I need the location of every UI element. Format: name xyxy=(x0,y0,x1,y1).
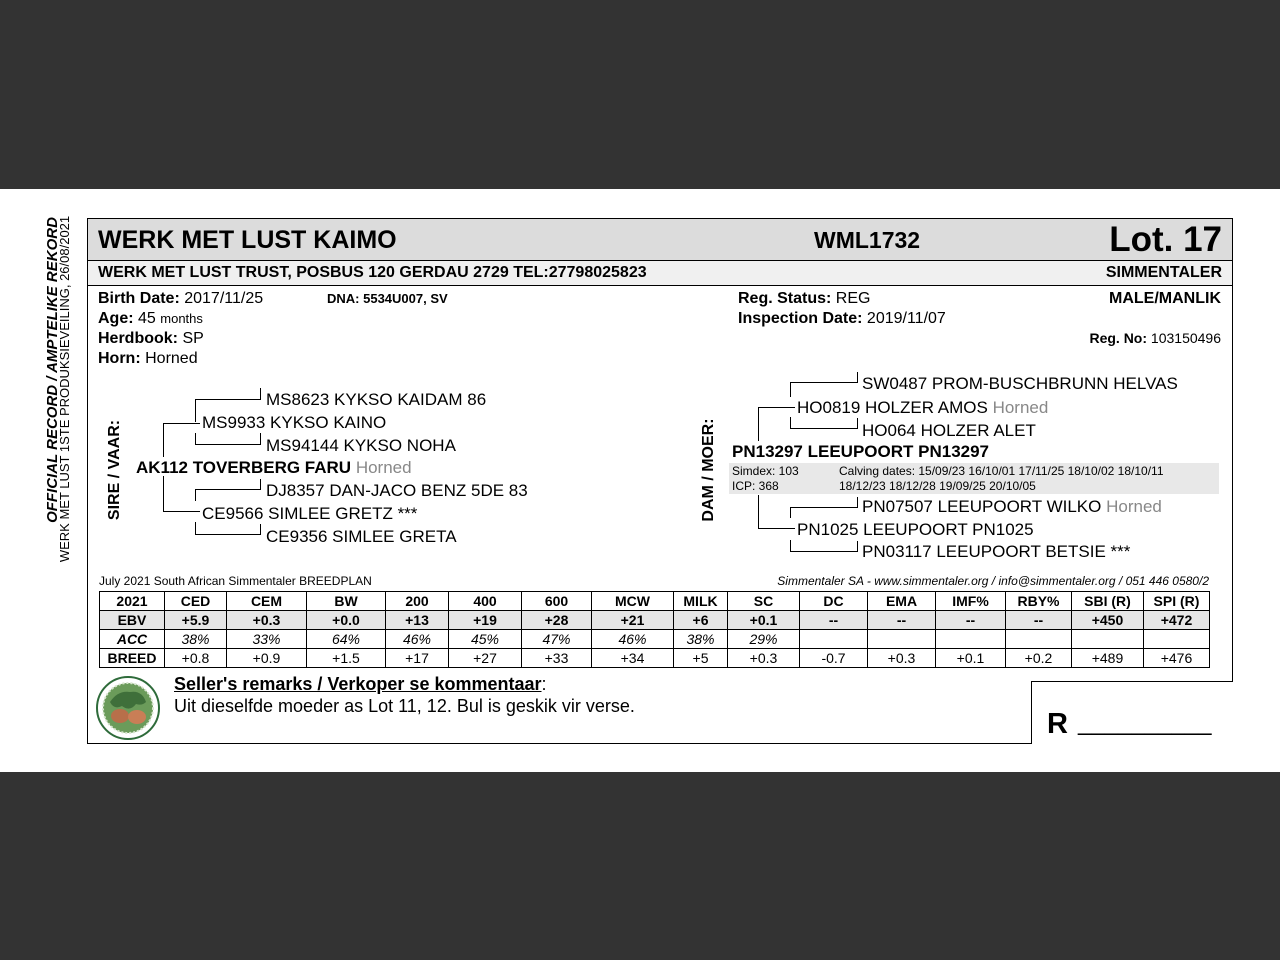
table-cell: DC xyxy=(800,592,868,611)
table-cell: +0.2 xyxy=(1006,649,1072,668)
table-cell: 2021 xyxy=(100,592,165,611)
table-cell: -- xyxy=(800,611,868,630)
table-cell: MCW xyxy=(592,592,674,611)
table-cell: 33% xyxy=(227,630,307,649)
official-record-label: OFFICIAL RECORD / AMPTELIKE REKORD xyxy=(44,217,61,523)
sire-sire: MS9933 KYKSO KAINO xyxy=(202,413,387,432)
table-cell: MILK xyxy=(674,592,728,611)
table-cell: +0.3 xyxy=(227,611,307,630)
dam-sire-sire: SW0487 PROM-BUSCHBRUNN HELVAS xyxy=(862,374,1178,393)
reg-status: Reg. Status: REG xyxy=(738,290,871,307)
table-cell: +5.9 xyxy=(165,611,227,630)
animal-name: WERK MET LUST KAIMO xyxy=(98,226,397,254)
table-cell: +33 xyxy=(522,649,592,668)
calving-dates-1: Calving dates: 15/09/23 16/10/01 17/11/25 18/10/02 18/10/11 xyxy=(839,464,1164,478)
breedplan-source: July 2021 South African Simmentaler BREEDPLAN xyxy=(99,574,372,588)
sire-label: SIRE / VAAR: xyxy=(106,419,123,521)
table-cell: +1.5 xyxy=(307,649,386,668)
table-cell: +0.1 xyxy=(936,649,1006,668)
table-cell: SC xyxy=(728,592,800,611)
table-cell: 47% xyxy=(522,630,592,649)
table-cell: IMF% xyxy=(936,592,1006,611)
sire-sire-dam: MS94144 KYKSO NOHA xyxy=(266,436,456,455)
acc-row xyxy=(100,630,1210,649)
table-cell: 200 xyxy=(386,592,449,611)
table-cell: BW xyxy=(307,592,386,611)
table-cell: -- xyxy=(1006,611,1072,630)
table-cell: 600 xyxy=(522,592,592,611)
table-cell: +0.0 xyxy=(307,611,386,630)
table-cell: +28 xyxy=(522,611,592,630)
table-cell: +13 xyxy=(386,611,449,630)
table-cell: +6 xyxy=(674,611,728,630)
table-cell: CEM xyxy=(227,592,307,611)
table-cell xyxy=(936,630,1006,649)
table-cell: +0.9 xyxy=(227,649,307,668)
remarks-text: Uit dieselfde moeder as Lot 11, 12. Bul is geskik vir verse. xyxy=(174,696,635,716)
table-cell: 46% xyxy=(386,630,449,649)
table-cell xyxy=(1072,630,1144,649)
table-cell: +476 xyxy=(1144,649,1210,668)
table-cell: +34 xyxy=(592,649,674,668)
remarks-heading: Seller's remarks / Verkoper se kommentaar: xyxy=(174,674,547,694)
dna-info: DNA: 5534U007, SV xyxy=(327,291,448,306)
sex: MALE/MANLIK xyxy=(1109,290,1221,307)
table-cell: +0.8 xyxy=(165,649,227,668)
sale-catalogue-sheet xyxy=(0,189,1280,772)
sire-dam: CE9566 SIMLEE GRETZ *** xyxy=(202,504,418,523)
table-cell: CED xyxy=(165,592,227,611)
age: Age: 45 months xyxy=(98,310,203,327)
table-cell: +5 xyxy=(674,649,728,668)
title-row xyxy=(88,219,1232,261)
lot-number: Lot. 17 xyxy=(1109,220,1222,259)
table-cell: -0.7 xyxy=(800,649,868,668)
price-input-line[interactable]: __________ xyxy=(1078,709,1212,736)
table-cell: 45% xyxy=(449,630,522,649)
birth-date: Birth Date: 2017/11/25 xyxy=(98,290,264,307)
ebv-header-row xyxy=(100,592,1210,611)
table-cell: +0.1 xyxy=(728,611,800,630)
table-cell xyxy=(1144,630,1210,649)
calving-dates-2: 18/12/23 18/12/28 19/09/25 20/10/05 xyxy=(839,479,1036,493)
table-cell: +472 xyxy=(1144,611,1210,630)
dam-dam-dam: PN03117 LEEUPOORT BETSIE *** xyxy=(862,542,1131,561)
table-cell: 29% xyxy=(728,630,800,649)
table-cell: +450 xyxy=(1072,611,1144,630)
table-cell: -- xyxy=(936,611,1006,630)
table-cell: BREED xyxy=(100,649,165,668)
table-cell: +489 xyxy=(1072,649,1144,668)
dam-sire-dam: HO064 HOLZER ALET xyxy=(862,421,1036,440)
dam-label: DAM / MOER: xyxy=(700,418,717,522)
icp: ICP: 368 xyxy=(732,479,779,493)
table-cell: 400 xyxy=(449,592,522,611)
dam-dam: PN1025 LEEUPOORT PN1025 xyxy=(797,520,1034,539)
horn-status: Horn: Horned xyxy=(98,350,198,367)
table-cell: +27 xyxy=(449,649,522,668)
table-cell: -- xyxy=(868,611,936,630)
table-cell: +0.3 xyxy=(868,649,936,668)
simdex: Simdex: 103 xyxy=(732,464,799,478)
breed-name: SIMMENTALER xyxy=(1105,264,1222,281)
owner-details: WERK MET LUST TRUST, POSBUS 120 GERDAU 2729 TEL:27798025823 xyxy=(98,264,647,281)
ebv-table xyxy=(99,591,1210,668)
sire-sire-sire: MS8623 KYKSO KAIDAM 86 xyxy=(266,390,487,409)
reg-number: Reg. No: 103150496 xyxy=(1089,330,1221,346)
table-cell xyxy=(800,630,868,649)
table-cell: EMA xyxy=(868,592,936,611)
dam-name: PN13297 LEEUPOORT PN13297 xyxy=(732,442,990,461)
table-cell: SBI (R) xyxy=(1072,592,1144,611)
dam-calving-box xyxy=(729,463,1219,494)
table-cell: 46% xyxy=(592,630,674,649)
sire-dam-sire: DJ8357 DAN-JACO BENZ 5DE 83 xyxy=(266,481,528,500)
table-cell: +19 xyxy=(449,611,522,630)
table-cell: SPI (R) xyxy=(1144,592,1210,611)
dam-sire: HO0819 HOLZER AMOS Horned xyxy=(797,398,1049,417)
breed-row xyxy=(100,649,1210,668)
breedplan-contact: Simmentaler SA - www.simmentaler.org / info@simmentaler.org / 051 446 0580/2 xyxy=(777,574,1209,588)
table-cell: 64% xyxy=(307,630,386,649)
table-cell: +17 xyxy=(386,649,449,668)
table-cell: 38% xyxy=(674,630,728,649)
sire-name: AK112 TOVERBERG FARU Horned xyxy=(136,458,412,477)
table-cell: EBV xyxy=(100,611,165,630)
table-cell: +0.3 xyxy=(728,649,800,668)
table-cell xyxy=(1006,630,1072,649)
ebv-row xyxy=(100,611,1210,630)
dam-dam-sire: PN07507 LEEUPOORT WILKO Horned xyxy=(862,497,1162,516)
table-cell: 38% xyxy=(165,630,227,649)
table-cell: +21 xyxy=(592,611,674,630)
society-emblem-icon xyxy=(96,676,160,740)
inspection-date: Inspection Date: 2019/11/07 xyxy=(738,310,946,327)
owner-row xyxy=(88,261,1232,286)
table-cell: RBY% xyxy=(1006,592,1072,611)
price-currency: R xyxy=(1047,708,1068,740)
sale-name-label: WERK MET LUST 1STE PRODUKSIEVEILING, 26/08/2021 xyxy=(57,215,72,563)
herdbook: Herdbook: SP xyxy=(98,330,204,347)
sire-dam-dam: CE9356 SIMLEE GRETA xyxy=(266,527,457,546)
table-cell xyxy=(868,630,936,649)
animal-id: WML1732 xyxy=(814,227,921,253)
table-cell: ACC xyxy=(100,630,165,649)
